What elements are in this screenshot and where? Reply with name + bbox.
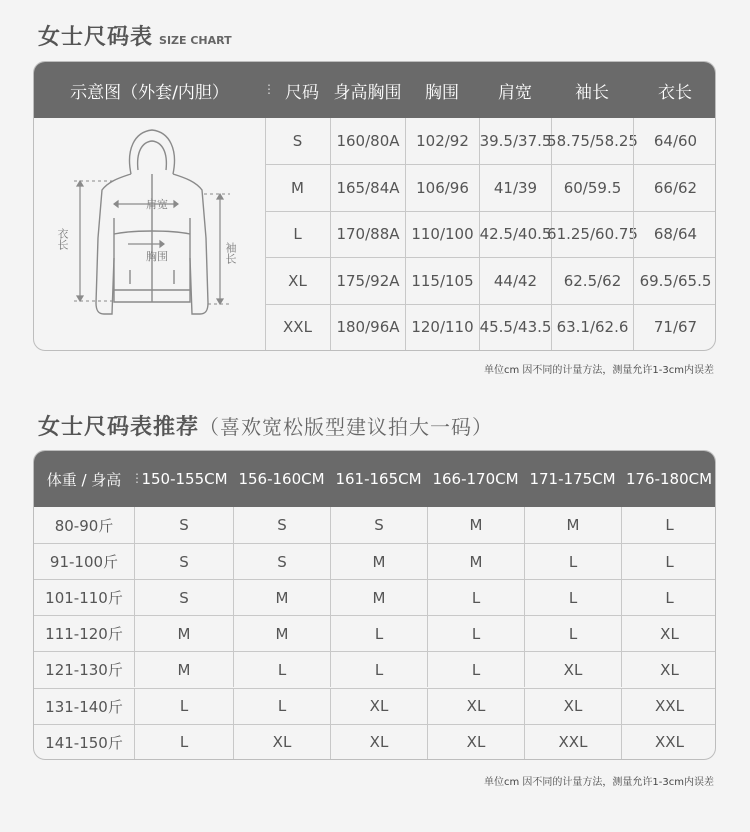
size-chart-cell-sleeve: 63.1/62.6 [551,304,633,350]
recommended-size: L [134,688,233,724]
diagram-label-sleeve: 袖长 [224,242,236,264]
header-separator: ⋮ [263,82,275,96]
recommendation-title [38,410,493,441]
size-chart-header [34,62,715,118]
recommended-size: M [427,507,524,543]
recommended-size: L [524,543,621,579]
size-chart-cell-chest: 110/100 [405,211,479,257]
diagram-label-chest: 胸围 [146,251,168,263]
size-chart-cell-chest: 106/96 [405,164,479,210]
header-height-166: 166-170CM [432,470,519,488]
recommended-size: L [621,543,716,579]
recommended-size: L [233,688,330,724]
recommended-size: L [330,651,427,687]
header-height-161: 161-165CM [335,470,422,488]
size-chart-cell-length: 71/67 [633,304,716,350]
recommended-size: S [134,543,233,579]
recommended-size: M [524,507,621,543]
measurement-note-2: 单位cm 因不同的计量方法，测量允许1-3cm内误差 [484,777,714,788]
recommended-size: L [134,724,233,760]
size-chart-cell-size: S [292,132,303,151]
recommended-size: XXL [621,724,716,760]
recommended-size: S [134,579,233,615]
recommended-size: L [524,615,621,651]
size-chart-cell-height-chest: 165/84A [330,164,405,210]
size-chart-cell-length: 68/64 [633,211,716,257]
weight-label: 101-110斤 [34,579,134,615]
size-chart-cell-length: 64/60 [633,118,716,164]
recommended-size: L [621,507,716,543]
recommended-size: M [330,543,427,579]
header-shoulder: 肩宽 [498,82,532,103]
recommendation-title-note: （喜欢宽松版型建议拍大一码） [199,415,494,439]
size-chart-title-text: 女士尺码表 [38,25,154,50]
size-chart-table [33,61,716,351]
header-separator: ⋮ [131,471,143,485]
size-chart-cell-height-chest: 180/96A [330,304,405,350]
recommendation-title-text: 女士尺码表推荐 [38,415,200,440]
size-chart-cell-shoulder: 44/42 [479,257,551,303]
size-chart-cell-size: XXL [265,304,330,350]
header-height-171: 171-175CM [529,470,616,488]
recommended-size: XL [524,651,621,687]
recommended-size: M [427,543,524,579]
size-chart-cell-sleeve: 61.25/60.75 [551,211,633,257]
header-height-156: 156-160CM [238,470,325,488]
size-chart-cell-height-chest: 160/80A [330,118,405,164]
recommended-size: XXL [621,688,716,724]
size-chart-cell-sleeve: 60/59.5 [551,164,633,210]
header-diagram: 示意图（外套/内胆） [70,82,229,103]
size-chart-cell-shoulder: 45.5/43.5 [479,304,551,350]
size-chart-cell-size: XL [265,257,330,303]
jacket-illustration [34,118,265,350]
recommended-size: XL [330,724,427,760]
recommended-size: L [621,579,716,615]
recommended-size: M [330,579,427,615]
header-weight-height: 体重 / 身高 [46,470,122,489]
weight-label: 111-120斤 [34,615,134,651]
recommendation-table [33,450,716,760]
recommended-size: L [427,615,524,651]
size-chart-cell-chest: 120/110 [405,304,479,350]
recommended-size: XL [621,651,716,687]
recommended-size: S [330,507,427,543]
weight-label: 141-150斤 [34,724,134,760]
weight-label: 131-140斤 [34,688,134,724]
recommended-size: L [330,615,427,651]
recommended-size: M [233,615,330,651]
recommended-size: XXL [524,724,621,760]
recommended-size: S [233,507,330,543]
size-chart-cell-sleeve: 58.75/58.25 [551,118,633,164]
recommended-size: L [427,651,524,687]
size-chart-subtitle: SIZE CHART [159,34,232,47]
recommended-size: XL [621,615,716,651]
recommended-size: L [524,579,621,615]
recommended-size: M [134,651,233,687]
header-height-150: 150-155CM [141,470,228,488]
header-height-chest: 身高胸围 [333,82,402,103]
size-chart-cell-sleeve: 62.5/62 [551,257,633,303]
header-size: 尺码 [285,82,319,103]
weight-label: 80-90斤 [54,516,114,535]
size-chart-cell-chest: 102/92 [405,118,479,164]
size-chart-cell-height-chest: 170/88A [330,211,405,257]
size-chart-cell-size: M [265,164,330,210]
size-chart-cell-size: L [265,211,330,257]
recommendation-header [34,451,715,507]
size-chart-cell-chest: 115/105 [405,257,479,303]
header-height-176: 176-180CM [625,470,713,488]
header-length: 衣长 [658,82,692,103]
diagram-label-length: 衣长 [56,228,68,250]
measurement-note: 单位cm 因不同的计量方法，测量允许1-3cm内误差 [484,365,714,376]
header-chest: 胸围 [425,82,459,103]
recommended-size: XL [524,688,621,724]
recommended-size: S [233,543,330,579]
diagram-label-shoulder: 肩宽 [146,199,168,211]
size-chart-cell-shoulder: 41/39 [479,164,551,210]
recommended-size: M [134,615,233,651]
size-chart-title [38,20,232,51]
size-chart-cell-length: 66/62 [633,164,716,210]
size-chart-cell-height-chest: 175/92A [330,257,405,303]
header-sleeve: 袖长 [575,82,609,103]
recommended-size: S [134,507,233,543]
recommended-size: XL [233,724,330,760]
recommended-size: M [233,579,330,615]
recommended-size: L [427,579,524,615]
weight-label: 121-130斤 [34,651,134,687]
recommended-size: XL [330,688,427,724]
size-chart-cell-shoulder: 42.5/40.5 [479,211,551,257]
size-chart-cell-shoulder: 39.5/37.5 [479,118,551,164]
size-chart-cell-length: 69.5/65.5 [633,257,716,303]
recommended-size: XL [427,724,524,760]
recommended-size: XL [427,688,524,724]
recommended-size: L [233,651,330,687]
weight-label: 91-100斤 [34,543,134,579]
jacket-diagram [34,118,266,350]
